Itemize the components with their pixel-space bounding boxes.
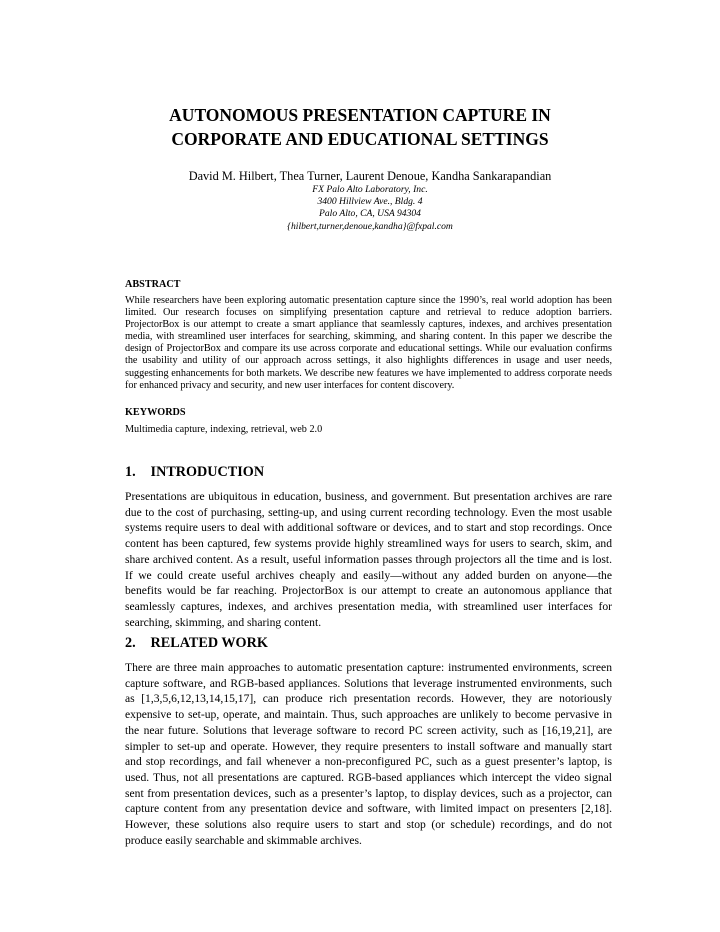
- keywords-text: Multimedia capture, indexing, retrieval, web 2.0: [125, 424, 323, 435]
- affiliation-email: {hilbert,turner,denoue,kandha}@fxpal.com: [287, 220, 453, 232]
- section-number: 1.: [125, 464, 136, 480]
- introduction-paragraph: Presentations are ubiquitous in education, business, and government. But presentation archives are rare due to the cost of purchasing, setting-up, and using current recording technology. Even the most usable systems require users to deal with additional software or devices, and to start and stop recordings. Once content has been captured, few systems provide highly streamlined ways for users to search, skim, and share archived content. As a result, useful information passes through projectors all the time and is lost. If we could create useful archives cheaply and easily—without any added burden on anyone—the benefits would be far reaching. ProjectorBox is our attempt to create an autonomous appliance that seamlessly captures, indexes, and archives presentation media, with streamlined user interfaces for searching, skimming, and sharing content.: [125, 490, 612, 629]
- author-list: David M. Hilbert, Thea Turner, Laurent Denoue, Kandha Sankarapandian: [188, 169, 552, 183]
- section-title: RELATED WORK: [150, 635, 268, 651]
- section-number: 2.: [125, 635, 136, 651]
- paper-title: [0, 103, 720, 151]
- affiliation-street: 3400 Hillview Ave., Bldg. 4: [317, 196, 423, 208]
- keywords-heading: KEYWORDS: [125, 407, 186, 418]
- affiliation-block: [0, 184, 720, 233]
- abstract-text: While researchers have been exploring automatic presentation capture since the 1990’s, real world adoption has been limited. Our research focuses on simplifying presentation capture and retrieval to reduce adoption barriers. ProjectorBox is our attempt to create a smart appliance that seamlessly captures, indexes, and archives presentation media, with streamlined user interfaces for searching, skimming, and sharing content. In this paper we describe the design of ProjectorBox and compare its use across corporate and educational settings. While our evaluation confirms the usability and utility of our approach across settings, it also highlights differences in usage and user needs, suggesting enhancements for both markets. We describe new features we have implemented to address corporate needs for enhanced privacy and security, and new user interfaces for content discovery.: [125, 295, 612, 391]
- title-line-1: AUTONOMOUS PRESENTATION CAPTURE IN: [169, 105, 551, 125]
- affiliation-org: FX Palo Alto Laboratory, Inc.: [312, 184, 428, 195]
- related-work-paragraph: There are three main approaches to automatic presentation capture: instrumented environments, screen capture software, and RGB-based appliances. Solutions that leverage instrumented environments, such as [1,3,5,6,12,13,14,15,17], can produce rich presentation records. However, they are notoriously expensive to set-up, operate, and maintain. Thus, such approaches are unlikely to become pervasive in the near future. Solutions that leverage software to record PC screen activity, such as [16,19,21], are simpler to set-up and operate. However, they require presenters to install software and manually start and stop recordings, and fail whenever a non-preconfigured PC, such as a guest presenter’s laptop, is used. Thus, not all presentations are captured. RGB-based appliances which intercept the video signal sent from presentation devices, such as a presenter’s laptop, to display devices, such as a projector, can capture content from any presentation device and software, with limited impact on presenters [2,18]. However, these solutions also require users to start and stop (or schedule) recordings, and do not produce easily searchable and skimmable archives.: [125, 661, 612, 847]
- section-heading-introduction: [125, 463, 264, 481]
- section-title: INTRODUCTION: [150, 464, 265, 480]
- abstract-heading: ABSTRACT: [125, 279, 181, 290]
- title-line-2: CORPORATE AND EDUCATIONAL SETTINGS: [171, 129, 549, 149]
- section-heading-related-work: [125, 634, 268, 652]
- affiliation-city: Palo Alto, CA, USA 94304: [319, 208, 421, 220]
